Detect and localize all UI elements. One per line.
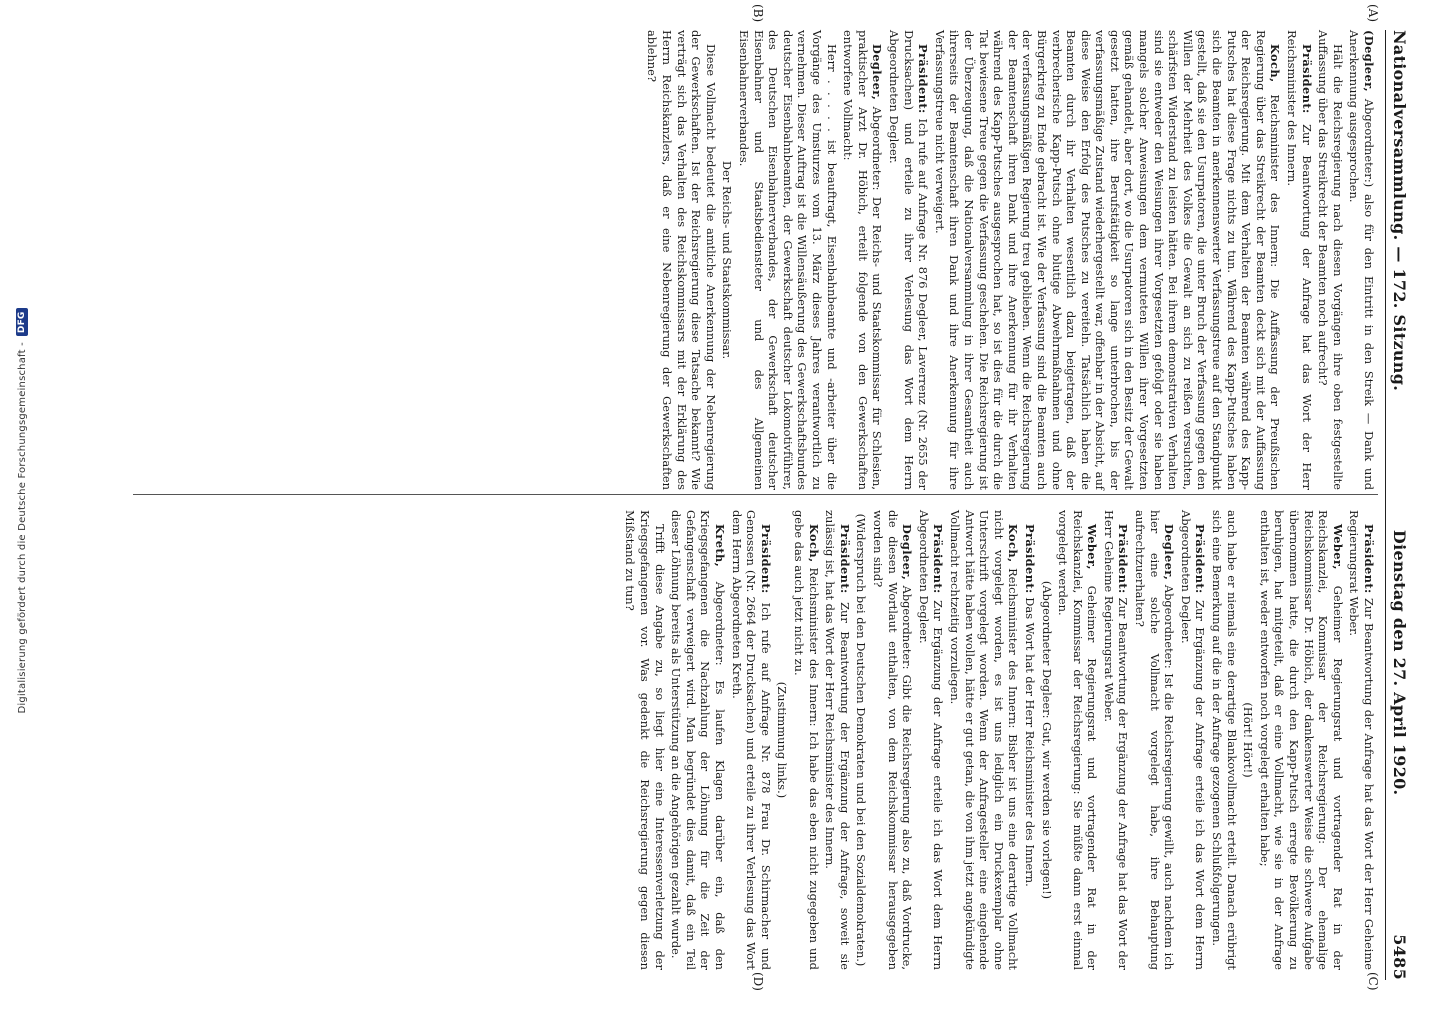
paragraph-text: Sie müßte dann erst einmal vorgelegt werden.: [1056, 510, 1085, 970]
paragraph-text: Zur Beantwortung der Anfrage hat das Wort der Herr Geheime Regierungsrat Weber.: [1347, 510, 1376, 970]
speaker-role: Reichsminister des Innern:: [1268, 94, 1283, 268]
paragraph-text: Zur Ergänzung der Anfrage erteile ich das Wort dem Herrn Abgeordneten Degleer.: [1178, 510, 1208, 970]
speaker-name: Präsident:: [758, 524, 773, 594]
speaker-name: Kreth,: [713, 524, 728, 568]
paragraph: [1347, 30, 1376, 490]
paragraph-text: Zur Beantwortung der Ergänzung der Anfrage hat das Wort der Herr Geheime Regierungsrat Weber.: [1101, 510, 1131, 970]
speaker-name: Weber,: [1085, 524, 1100, 570]
paragraph-text: Es laufen Klagen darüber ein, daß den Kriegsgefangenen die Nachzahlung der Löhnung für die Zeit der Gefangenschaft verweigert wird. Man begründet dies damit, daß ein Teil dieser Löhnung bereits als Unterstützung an die Angehörigen gezahlt wurde.: [669, 510, 728, 970]
paragraph: Diese Vollmacht bedeutet die amtliche Anerkennung der Nebenregierung der Gewerkschaften. Ist der Reichsregierung diese Tatsache bekannt? Wie verträgt sich das Verhalten des Reichskommissars mit der Erklärung des Herrn Reichskanzlers, daß er eine Nebenregierung der Gewerkschaften ablehne?: [645, 30, 718, 490]
dfg-logo: DFG: [16, 308, 28, 336]
speaker-name: Präsident:: [1299, 44, 1314, 114]
paragraph: [1133, 510, 1177, 970]
paragraph-text: Der Reichs- und Staatskommissar für Schlesien, praktischer Arzt Dr. Höbich, erteilt folgende von den Gewerkschaften entworfene Vollmacht:: [841, 30, 885, 491]
paragraph: [1284, 30, 1313, 490]
paragraph-text: Zur Beantwortung der Anfrage hat das Wort der Herr Reichsminister des Innern.: [1285, 30, 1314, 490]
paragraph: [870, 510, 914, 970]
speaker-role: Reichsminister des Innern:: [806, 567, 821, 727]
paragraph: [1178, 510, 1207, 970]
speaker-name: Degleer,: [900, 524, 915, 581]
speaker-name: Koch,: [1268, 44, 1283, 83]
footer-text: Digitalisierung gefördert durch die Deutsche Forschungsgemeinschaft -: [16, 342, 28, 714]
paragraph-text: Gibt die Reichsregierung also zu, daß Vordrucke, die diesen Wortlaut enthalten, von dem Reichskommissar herausgegeben worden sind?: [871, 510, 915, 970]
margin-mark-c: (C): [1366, 972, 1380, 991]
paragraph: [916, 510, 945, 970]
speaker-name: Präsident:: [837, 524, 852, 594]
document-page: [120, 0, 1420, 1000]
column-divider: [133, 494, 1378, 495]
paragraph: [1101, 510, 1130, 970]
speaker-name: Präsident:: [1193, 524, 1208, 594]
page-number: 5485: [1390, 934, 1410, 980]
paragraph: [1257, 510, 1345, 970]
speaker-role: Abgeordneter:: [900, 585, 915, 670]
paragraph: [1056, 510, 1100, 970]
margin-mark-b: (B): [751, 4, 765, 23]
left-column: [136, 30, 1376, 490]
paragraph: [932, 30, 1282, 490]
speaker-name: Präsident:: [916, 44, 931, 114]
speaker-role: Abgeordneter:): [1362, 98, 1376, 188]
speaker-role: Abgeordneter:: [713, 581, 728, 666]
header-left: Nationalversammlung. — 172. Sitzung.: [1390, 30, 1410, 392]
speaker-role: Reichsminister des Innern:: [1006, 568, 1021, 729]
interjection: (Hört! Hört!): [1241, 702, 1256, 778]
interjection: (Widerspruch bei den Deutschen Demokraten und bei den Sozialdemokraten.): [854, 513, 869, 967]
margin-mark-d: (D): [751, 972, 765, 991]
signature-line: Der Reichs- und Staatskommissar.: [720, 160, 735, 360]
speaker-name: Präsident:: [1116, 524, 1131, 594]
paragraph-text: Das Wort hat der Herr Reichsminister des Innern.: [1022, 597, 1037, 887]
paragraph-text: Zur Ergänzung der Anfrage erteile ich das Wort dem Herrn Abgeordneten Degleer.: [916, 510, 946, 970]
paragraph: [947, 510, 1020, 970]
speaker-name: Degleer,: [870, 44, 885, 101]
speaker-name: Koch,: [806, 524, 821, 563]
paragraph: [729, 510, 773, 970]
speaker-name: Präsident:: [1022, 524, 1037, 594]
page-wrapper: [38, 0, 1434, 1000]
interjection: (Zustimmung links.): [775, 681, 790, 799]
speaker-name: Degleer,: [1162, 524, 1177, 581]
paragraph: [1022, 510, 1037, 970]
paragraph-text: Bisher ist uns eine derartige Vollmacht nicht vorgelegt worden, es ist uns lediglich ein Druckexemplar ohne Unterschrift vorgelegt worden. Wenn der Anfragesteller eine eingehende Antwort hätte haben wollen, hätte er gut getan, die von ihm jetzt angekündigte Vollmacht rechtzeitig vorzulegen.: [947, 510, 1021, 970]
paragraph-text: Ich habe das eben nicht zugegeben und gebe das auch jetzt nicht zu.: [792, 510, 821, 970]
right-column: [136, 510, 1376, 970]
paragraph: [886, 30, 930, 490]
paragraph-text: Zur Beantwortung der Ergänzung der Anfrage, soweit sie zulässig ist, hat das Wort der Herr Reichsminister des Innern.: [823, 510, 852, 970]
speaker-name: Präsident:: [931, 524, 946, 594]
speaker-name: Koch,: [1006, 524, 1021, 563]
paragraph-text: Die Auffassung der Preußischen Regierung über das Streikrecht der Beamten deckt sich mit der Auffassung der Reichsregierung. Mit dem Verhalten der Beamten während des Kapp-Putsches hat diese Frage nichts zu tun. Während des Kapp-Putsches haben sich die Beamten in anerkennenswerter Verfassungstreue auf den Standpunkt gestellt, daß sie den Usurpatoren, die unter Bruch der Verfassung gegen den Willen der Mehrheit des Volkes die Gewalt an sich zu reißen versuchten, schärfsten Widerstand zu leisten hätten. Bei ihrem demonstrativen Verhalten sind sie entweder den Weisungen ihrer Vorgesetzten gefolgt oder sie haben mangels solcher Anweisungen dem vermuteten Willen ihrer Vorgesetzten gemäß gehandelt, aber dort, wo die Usurpatoren sich in den Besitz der Gewalt gesetzt hatten, ihre Berufstätigkeit so lange unterbrochen, bis der verfassungsmäßige Zustand wiederhergestellt war, offenbar in der Absicht, auf diese Weise den Erfolg des Putsches zu vereiteln. Tatsächlich haben die Beamten durch ihr Verhalten wesentlich dazu beigetragen, daß der verbrecherische Kapp-Putsch ohne blutige Abwehrmaßnahmen und ohne Bürgerkrieg zu Ende gebracht ist. Wie der Verfassung sind die Beamten auch der verfassungsmäßigen Regierung treu geblieben. Wenn die Reichsregierung der Beamtenschaft ihren Dank und ihre Anerkennung für ihr Verhalten während des Kapp-Putsches ausgesprochen hat, so ist dies für die durch die Tat bewiesene Treue gegen die Verfassung geschehen. Die Reichsregierung ist der Überzeugung, daß die Nationalversammlung in ihrer Gesamtheit auch ihrerseits der Beamtenschaft ihren Dank und ihre Anerkennung für ihre Verfassungstreue nicht verweigert.: [932, 30, 1283, 490]
paragraph: [669, 510, 727, 970]
speaker-role: Geheimer Regierungsrat und vortragender Rat in der Reichskanzlei, Kommissar der Reichsregierung:: [1070, 510, 1100, 971]
paragraph: Trifft diese Angabe zu, so liegt hier eine Interessenverletzung der Kriegsgefangenen vor. Was gedenkt die Reichsregierung gegen diesen Mißstand zu tun?: [623, 510, 667, 970]
paragraph: auch habe er niemals eine derartige Blankovollmacht erteilt. Danach erübrigt sich eine Bemerkung auf die in der Anfrage gezogenen Schlußfolgerungen.: [1210, 510, 1239, 970]
page-header: [1385, 30, 1414, 980]
header-center: Dienstag den 27. April 1920.: [1390, 529, 1410, 796]
paragraph: [1347, 510, 1376, 970]
paragraph: Hält die Reichsregierung nach diesen Vorgängen ihre oben festgestellte Auffassung über das Streikrecht der Beamten noch aufrecht?: [1316, 30, 1345, 490]
interjection: (Abgeordneter Degleer: Gut, wir werden sie vorlegen!): [1039, 580, 1054, 900]
speaker-name: Präsident:: [1362, 524, 1376, 594]
paragraph: [841, 30, 885, 490]
speaker-name: Weber,: [1330, 524, 1345, 570]
paragraph-text: Der ehemalige Reichskommissar Dr. Höbich, der dankenswerter Weise die schwere Aufgabe übernommen hatte, die durch den Kapp-Putsch erregte Bevölkerung zu beruhigen, hat mitgeteilt, daß er eine Vollmacht, wie sie in der Anfrage enthalten ist, weder entworfen noch vorgelegt erhalten habe;: [1257, 510, 1331, 970]
paragraph: [823, 510, 852, 970]
footer-funding-note: [11, 11, 33, 1011]
paragraph: [791, 510, 820, 970]
speaker-role: Abgeordneter:: [870, 106, 885, 191]
speaker-name: (Degleer,: [1362, 30, 1376, 93]
speaker-role: Abgeordneter:: [1162, 584, 1177, 669]
paragraph-text: Ich rufe auf Anfrage Nr. 878 Frau Dr. Schirmacher und Genossen (Nr. 2664 der Drucksachen) und erteile zu ihrer Verlesung das Wort dem Herrn Abgeordneten Kreth.: [729, 510, 773, 970]
margin-mark-a: (A): [1366, 4, 1380, 23]
paragraph-text: also für den Eintritt in den Streik — Dank und Anerkennung ausgesprochen.: [1347, 30, 1376, 490]
speaker-role: Geheimer Regierungsrat und vortragender Rat in der Reichskanzlei, Kommissar der Reichsregierung:: [1316, 510, 1345, 971]
paragraph-text: Ist die Reichsregierung gewillt, auch nachdem ich hier eine solche Vollmacht vorgelegt habe, ihre Behauptung aufrechtzuerhalten?: [1133, 510, 1177, 970]
paragraph-text: Ich rufe auf Anfrage Nr. 876 Degleer, Laverrenz (Nr. 2655 der Drucksachen) und erteile zu ihrer Verlesung das Wort dem Herrn Abgeordneten Degleer.: [887, 30, 931, 490]
quoted-vollmacht: Herr . . . . . ist beauftragt, Eisenbahnbeamte und -arbeiter über die Vorgänge des Umsturzes vom 13. März dieses Jahres verantwortlich zu vernehmen. Dieser Auftrag ist die Willensäußerung des Gewerkschaftsbundes deutscher Eisenbahnbeamten, der Gewerkschaft deutscher Lokomotivführer, des Deutschen Eisenbahnerverbandes, der Gewerkschaft deutscher Eisenbahner und Staatsbediensteter und des Allgemeinen Eisenbahnerverbandes.: [737, 30, 839, 490]
